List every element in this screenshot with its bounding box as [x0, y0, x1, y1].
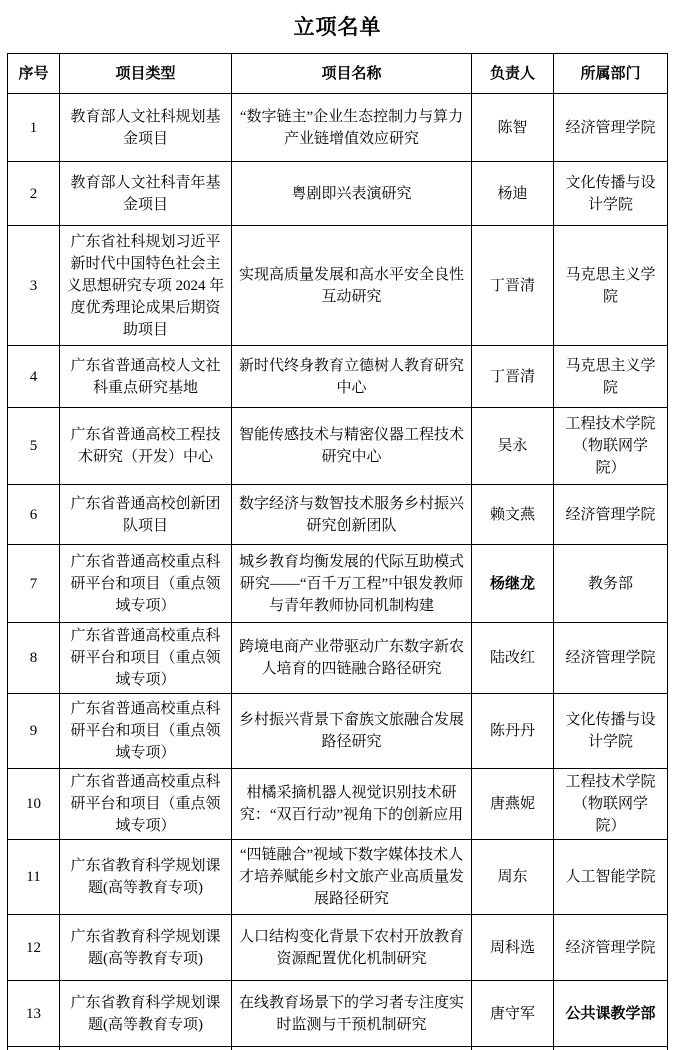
- cell-dept: 马克思主义学院: [554, 346, 668, 408]
- cell-no: 5: [8, 408, 60, 485]
- cell-no: 2: [8, 162, 60, 226]
- cell-name: 粤剧即兴表演研究: [232, 162, 472, 226]
- cell-dept: 教务部: [554, 545, 668, 623]
- cell-name: 实现高质量发展和高水平安全良性互动研究: [232, 226, 472, 346]
- cell-no: 10: [8, 769, 60, 840]
- cell-leader: 陆改红: [472, 623, 554, 694]
- cell-leader: 丁晋清: [472, 346, 554, 408]
- page-title: 立项名单: [293, 15, 382, 39]
- table-row: [8, 694, 668, 769]
- cell-type: 教育部人文社科青年基金项目: [60, 162, 232, 226]
- table-row: [8, 485, 668, 545]
- column-header-name: 项目名称: [232, 54, 472, 94]
- column-header-no: 序号: [8, 54, 60, 94]
- cell-type: 广东省教育科学规划课题(高等教育专项): [60, 981, 232, 1047]
- cell-dept: 马克思主义学院: [554, 226, 668, 346]
- table-body: [8, 94, 668, 1050]
- cell-no: 6: [8, 485, 60, 545]
- table-header: [8, 54, 668, 94]
- cell-leader: 陈智: [472, 94, 554, 162]
- table-row: [8, 226, 668, 346]
- cell-name: 智能传感技术与精密仪器工程技术研究中心: [232, 408, 472, 485]
- cell-name: 城乡教育均衡发展的代际互助模式研究——“百千万工程”中银发教师与青年教师协同机制构建: [232, 545, 472, 623]
- cell-leader: 陈丹丹: [472, 694, 554, 769]
- cell-no: 1: [8, 94, 60, 162]
- cell-dept: 人工智能学院: [554, 840, 668, 915]
- cell-leader: 赖文燕: [472, 485, 554, 545]
- column-header-dept: 所属部门: [554, 54, 668, 94]
- cell-no: 12: [8, 915, 60, 981]
- cell-name: 新时代终身教育立德树人教育研究中心: [232, 346, 472, 408]
- cell-type: 广东省教育科学规划课题(高等教育专项): [60, 915, 232, 981]
- cell-no: 11: [8, 840, 60, 915]
- table-row: [8, 981, 668, 1047]
- cell-name: 乡村振兴背景下畲族文旅融合发展路径研究: [232, 694, 472, 769]
- cell-type: 广东省普通高校人文社科重点研究基地: [60, 346, 232, 408]
- cell-dept: 经济管理学院: [554, 485, 668, 545]
- cell-leader: 周东: [472, 840, 554, 915]
- cell-type: 广东省普通高校重点科研平台和项目（重点领域专项）: [60, 545, 232, 623]
- cell-dept: 经济管理学院: [554, 915, 668, 981]
- cell-name: 在线教育场景下的学习者专注度实时监测与干预机制研究: [232, 981, 472, 1047]
- cell-no: 7: [8, 545, 60, 623]
- column-header-leader: 负责人: [472, 54, 554, 94]
- cell-type: 广东省普通高校工程技术研究（开发）中心: [60, 408, 232, 485]
- table-row: [8, 162, 668, 226]
- table-row: [8, 915, 668, 981]
- cell-name: 跨境电商产业带驱动广东数字新农人培育的四链融合路径研究: [232, 623, 472, 694]
- header-row: [8, 54, 668, 94]
- cell-type: 广东省教育科学规划课题(高等教育专项): [60, 840, 232, 915]
- cell-type: 教育部人文社科规划基金项目: [60, 94, 232, 162]
- cell-no: 8: [8, 623, 60, 694]
- cell-dept: 经济管理学院: [554, 94, 668, 162]
- cell-dept: 公共课教学部: [554, 981, 668, 1047]
- cell-name: 数字经济与数智技术服务乡村振兴研究创新团队: [232, 485, 472, 545]
- table-row: [8, 545, 668, 623]
- cell-no: 13: [8, 981, 60, 1047]
- table-row: [8, 94, 668, 162]
- table-row: [8, 623, 668, 694]
- cell-leader: 唐燕妮: [472, 769, 554, 840]
- table-row: [8, 346, 668, 408]
- table-row: [8, 769, 668, 840]
- cell-no: 9: [8, 694, 60, 769]
- cell-dept: 文化传播与设计学院: [554, 162, 668, 226]
- cell-type: 广东省普通高校重点科研平台和项目（重点领域专项）: [60, 694, 232, 769]
- table-row: [8, 840, 668, 915]
- cell-dept: 经济管理学院: [554, 623, 668, 694]
- cell-no: 3: [8, 226, 60, 346]
- cell-dept: 文化传播与设计学院: [554, 694, 668, 769]
- cell-leader: 唐守军: [472, 981, 554, 1047]
- column-header-type: 项目类型: [60, 54, 232, 94]
- cell-no: 4: [8, 346, 60, 408]
- cell-name: “四链融合”视域下数字媒体技术人才培养赋能乡村文旅产业高质量发展路径研究: [232, 840, 472, 915]
- cell-type: 广东省普通高校创新团队项目: [60, 485, 232, 545]
- cell-name: 柑橘采摘机器人视觉识别技术研究：“双百行动”视角下的创新应用: [232, 769, 472, 840]
- cell-name: “数字链主”企业生态控制力与算力产业链增值效应研究: [232, 94, 472, 162]
- cell-type: 广东省普通高校重点科研平台和项目（重点领域专项）: [60, 623, 232, 694]
- cell-leader: 丁晋清: [472, 226, 554, 346]
- cell-type: 广东省社科规划习近平新时代中国特色社会主义思想研究专项 2024 年度优秀理论成果后期资助项目: [60, 226, 232, 346]
- cell-leader: 杨继龙: [472, 545, 554, 623]
- projects-table: [7, 53, 668, 1050]
- cell-dept: 工程技术学院（物联网学院）: [554, 408, 668, 485]
- cell-type: 广东省普通高校重点科研平台和项目（重点领域专项）: [60, 769, 232, 840]
- cell-leader: 杨迪: [472, 162, 554, 226]
- cell-leader: 吴永: [472, 408, 554, 485]
- cell-leader: 周科选: [472, 915, 554, 981]
- cell-name: 人口结构变化背景下农村开放教育资源配置优化机制研究: [232, 915, 472, 981]
- table-row: [8, 408, 668, 485]
- cell-dept: 工程技术学院（物联网学院）: [554, 769, 668, 840]
